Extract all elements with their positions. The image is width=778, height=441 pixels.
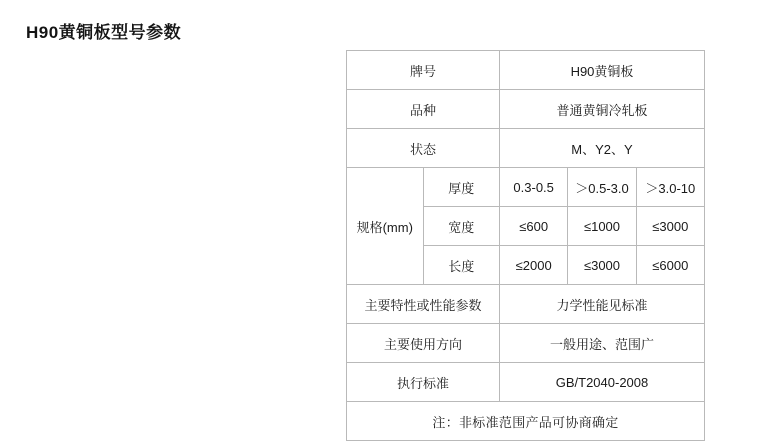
spec-sub-label: 宽度 [423,207,500,246]
row-value: 力学性能见标准 [500,285,705,324]
spec-table [346,50,705,441]
table-row [347,51,705,90]
spec-label: 规格(mm) [347,168,424,285]
spec-value: ≤2000 [500,246,568,285]
row-value: 一般用途、范围广 [500,324,705,363]
row-label: 主要使用方向 [347,324,500,363]
row-value: 普通黄铜冷轧板 [500,90,705,129]
row-label: 牌号 [347,51,500,90]
spec-table-container [346,50,694,441]
table-row [347,90,705,129]
spec-value: ＞0.5-3.0 [568,168,636,207]
spec-value: ＞3.0-10 [636,168,704,207]
page-title: H90黄铜板型号参数 [26,23,182,42]
row-label: 主要特性或性能参数 [347,285,500,324]
row-label: 执行标准 [347,363,500,402]
spec-value: ≤1000 [568,207,636,246]
spec-value: ≤6000 [636,246,704,285]
table-row [347,363,705,402]
spec-value: ≤3000 [568,246,636,285]
table-row [347,324,705,363]
table-row [347,285,705,324]
table-row-spec-thickness [347,168,705,207]
row-label: 品种 [347,90,500,129]
spec-sub-label: 长度 [423,246,500,285]
row-value: H90黄铜板 [500,51,705,90]
spec-sub-label: 厚度 [423,168,500,207]
row-value: M、Y2、Y [500,129,705,168]
spec-value: 0.3-0.5 [500,168,568,207]
row-value: GB/T2040-2008 [500,363,705,402]
table-row-note [347,402,705,441]
spec-value: ≤600 [500,207,568,246]
table-note: 注：非标准范围产品可协商确定 [347,402,705,441]
table-row [347,129,705,168]
spec-value: ≤3000 [636,207,704,246]
row-label: 状态 [347,129,500,168]
